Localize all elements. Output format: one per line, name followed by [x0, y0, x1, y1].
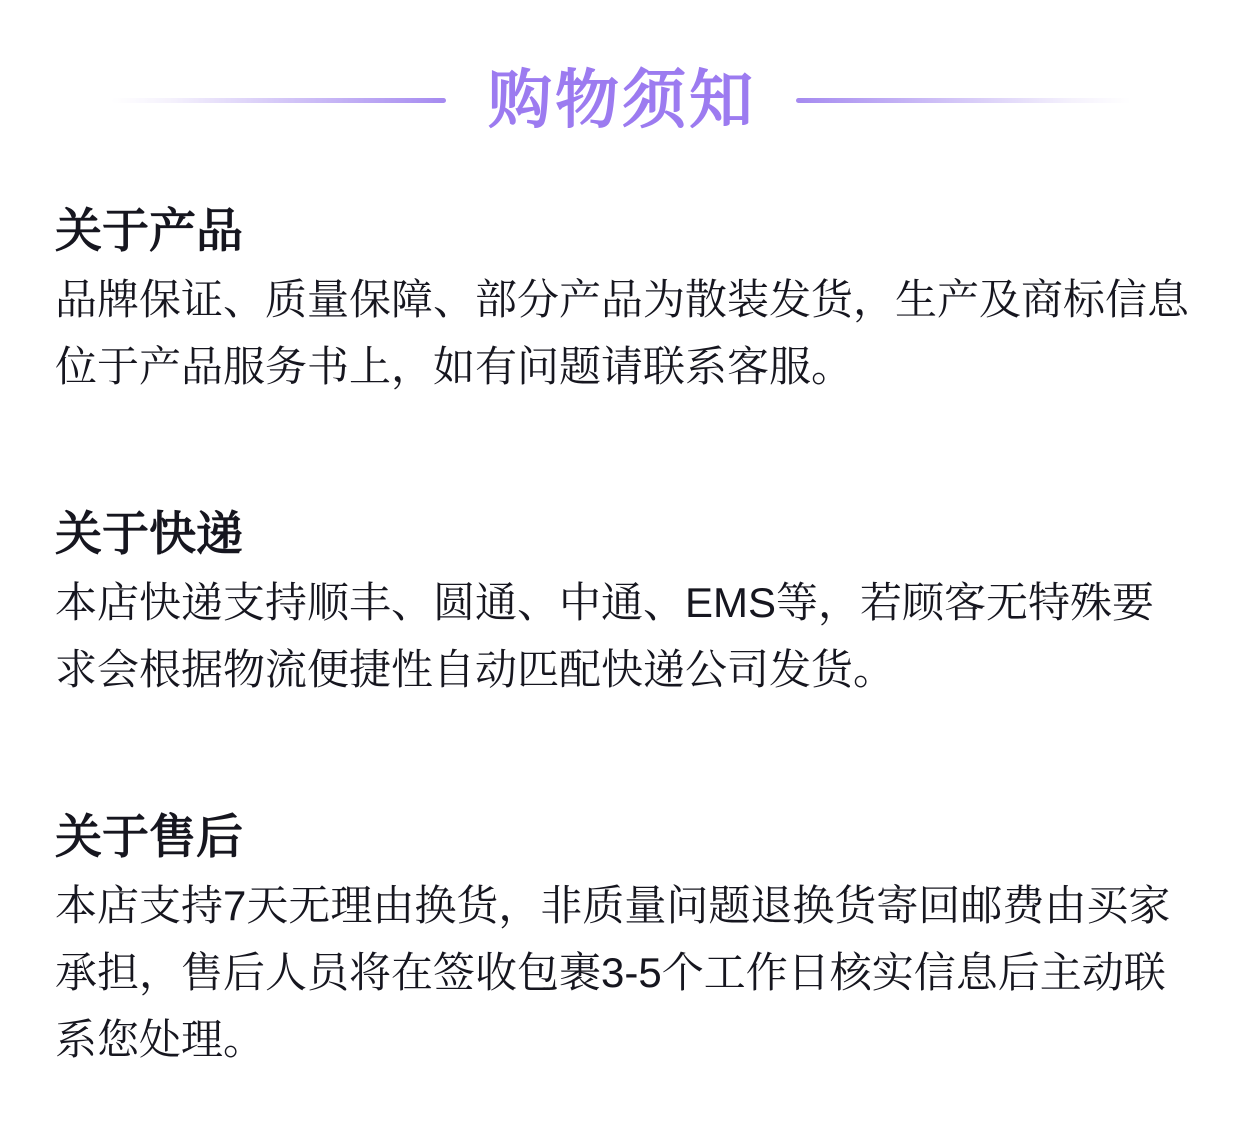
- body-line: 本店支持7天无理由换货，非质量问题退换货寄回邮费由买家: [55, 882, 1171, 929]
- section-heading-delivery: 关于快递: [55, 507, 243, 560]
- section-about-aftersales: [55, 809, 1187, 1073]
- page-title: 购物须知: [488, 64, 756, 136]
- section-body-delivery: [55, 569, 1187, 703]
- section-about-delivery: [55, 506, 1187, 703]
- body-line: 系您处理。: [55, 1016, 266, 1063]
- section-heading-product: 关于产品: [55, 204, 243, 257]
- section-body-aftersales: [55, 872, 1187, 1073]
- body-line: 位于产品服务书上，如有问题请联系客服。: [55, 343, 854, 390]
- page-header: [0, 60, 1242, 140]
- notice-sections: [0, 203, 1242, 1073]
- body-line: 品牌保证、质量保障、部分产品为散装发货，生产及商标信息: [55, 276, 1190, 323]
- body-line: 本店快递支持顺丰、圆通、中通、EMS等，若顾客无特殊要: [55, 579, 1155, 626]
- title-decorative-line-left: [111, 98, 446, 103]
- section-about-product: [55, 203, 1190, 400]
- section-heading-aftersales: 关于售后: [55, 810, 243, 863]
- body-line: 求会根据物流便捷性自动匹配快递公司发货。: [55, 646, 896, 693]
- section-body-product: [55, 266, 1190, 400]
- title-decorative-line-right: [796, 98, 1131, 103]
- body-line: 承担，售后人员将在签收包裹3-5个工作日核实信息后主动联: [55, 949, 1166, 996]
